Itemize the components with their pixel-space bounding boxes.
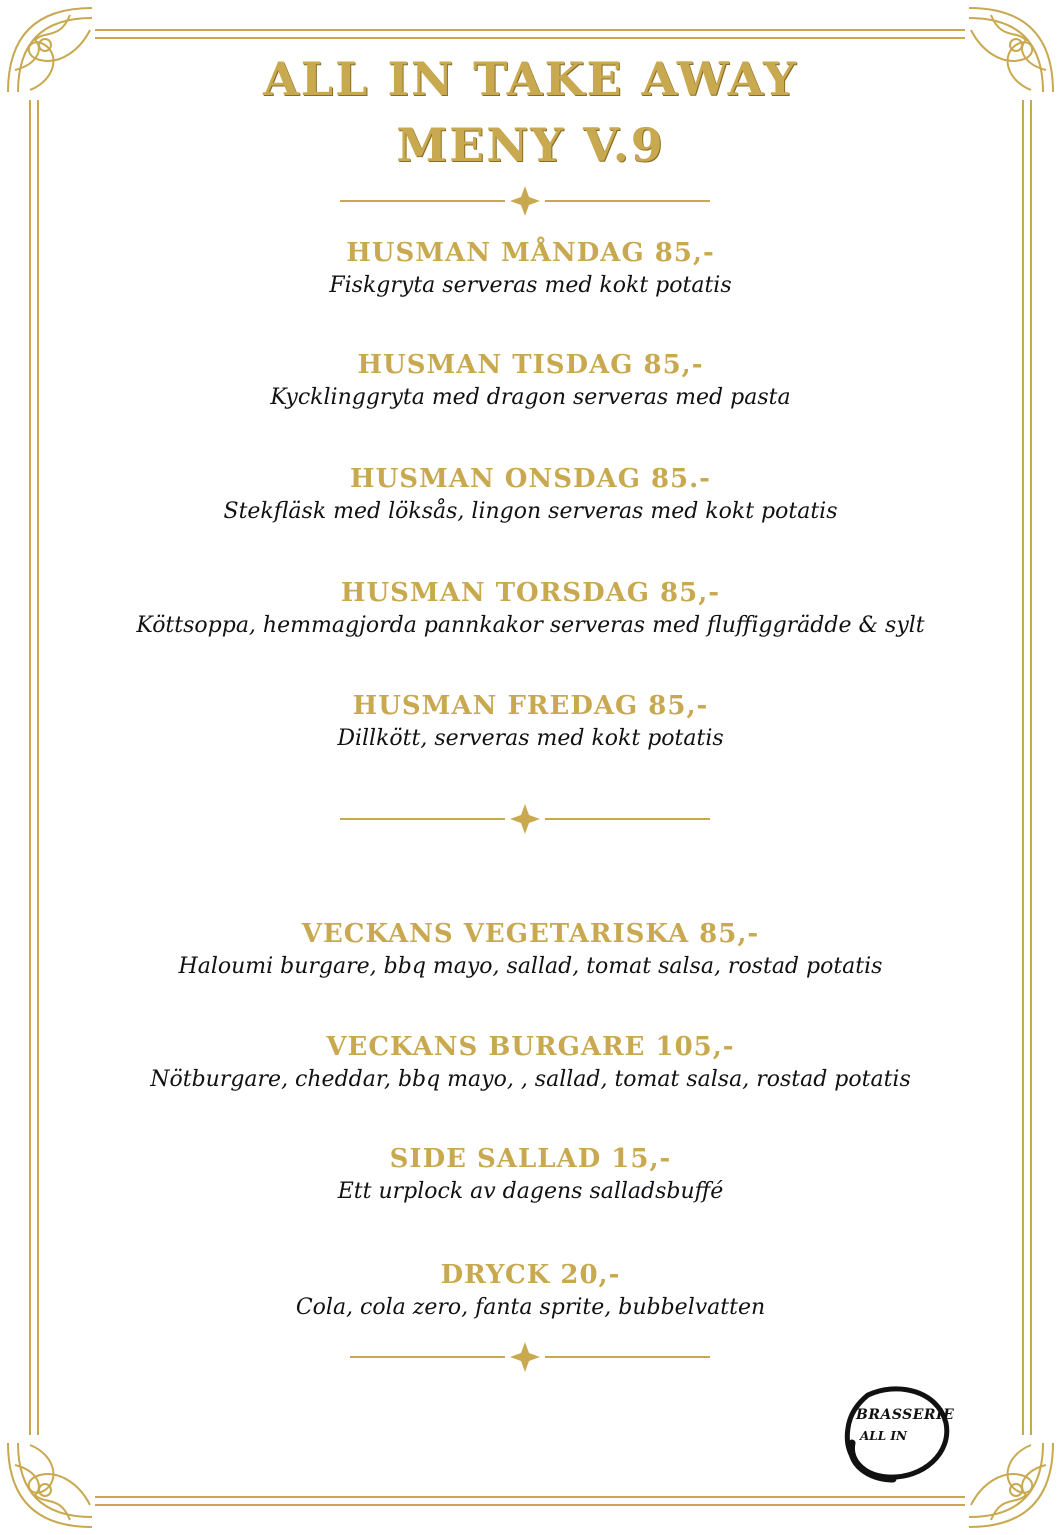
menu-item: [0, 462, 1061, 528]
logo-text-brasserie: BRASSERIE: [856, 1407, 955, 1423]
item-name: SIDE SALLAD 15,-: [389, 1144, 672, 1174]
menu-item: [0, 1030, 1061, 1096]
corner-ornament-bottom-right: [969, 1443, 1053, 1527]
item-description: Köttsoppa, hemmagjorda pannkakor serveras med fluffiggrädde & sylt: [136, 613, 925, 638]
item-name: VECKANS VEGETARISKA 85,-: [301, 919, 760, 949]
brasserie-logo: [838, 1383, 956, 1483]
item-name: VECKANS BURGARE 105,-: [326, 1032, 735, 1062]
menu-item: [0, 236, 1061, 302]
menu-item: [0, 1142, 1061, 1208]
item-description: Cola, cola zero, fanta sprite, bubbelvatten: [295, 1295, 766, 1320]
item-name: HUSMAN TISDAG 85,-: [357, 350, 704, 380]
item-name: HUSMAN MÅNDAG 85,-: [346, 238, 715, 268]
item-description: Stekfläsk med löksås, lingon serveras med kokt potatis: [223, 499, 838, 524]
item-name: DRYCK 20,-: [440, 1260, 621, 1290]
divider-ornament: [330, 1342, 720, 1372]
item-description: Fiskgryta serveras med kokt potatis: [329, 273, 732, 298]
corner-ornament-bottom-left: [8, 1443, 92, 1527]
menu-item: [0, 576, 1061, 642]
item-description: Nötburgare, cheddar, bbq mayo, , sallad, tomat salsa, rostad potatis: [150, 1067, 911, 1092]
menu-item: [0, 689, 1061, 755]
item-name: HUSMAN FREDAG 85,-: [352, 691, 709, 721]
star-icon: [510, 804, 540, 834]
item-description: Ett urplock av dagens salladsbuffé: [337, 1179, 724, 1204]
star-icon: [510, 1342, 540, 1372]
menu-title-line-1: ALL IN TAKE AWAY: [263, 52, 798, 106]
menu-item: [0, 1258, 1061, 1324]
menu-item: [0, 348, 1061, 414]
logo-text-all-in: ALL IN: [860, 1429, 907, 1443]
menu-title-line-2: MENY V.9: [396, 118, 665, 172]
menu-item: [0, 917, 1061, 983]
item-description: Dillkött, serveras med kokt potatis: [337, 726, 724, 751]
divider-ornament: [330, 186, 720, 216]
item-name: HUSMAN ONSDAG 85.-: [350, 464, 711, 494]
item-description: Kycklinggryta med dragon serveras med pasta: [270, 385, 791, 410]
item-name: HUSMAN TORSDAG 85,-: [340, 578, 721, 608]
item-description: Haloumi burgare, bbq mayo, sallad, tomat salsa, rostad potatis: [178, 954, 883, 979]
star-icon: [510, 186, 540, 216]
divider-ornament: [330, 804, 720, 834]
